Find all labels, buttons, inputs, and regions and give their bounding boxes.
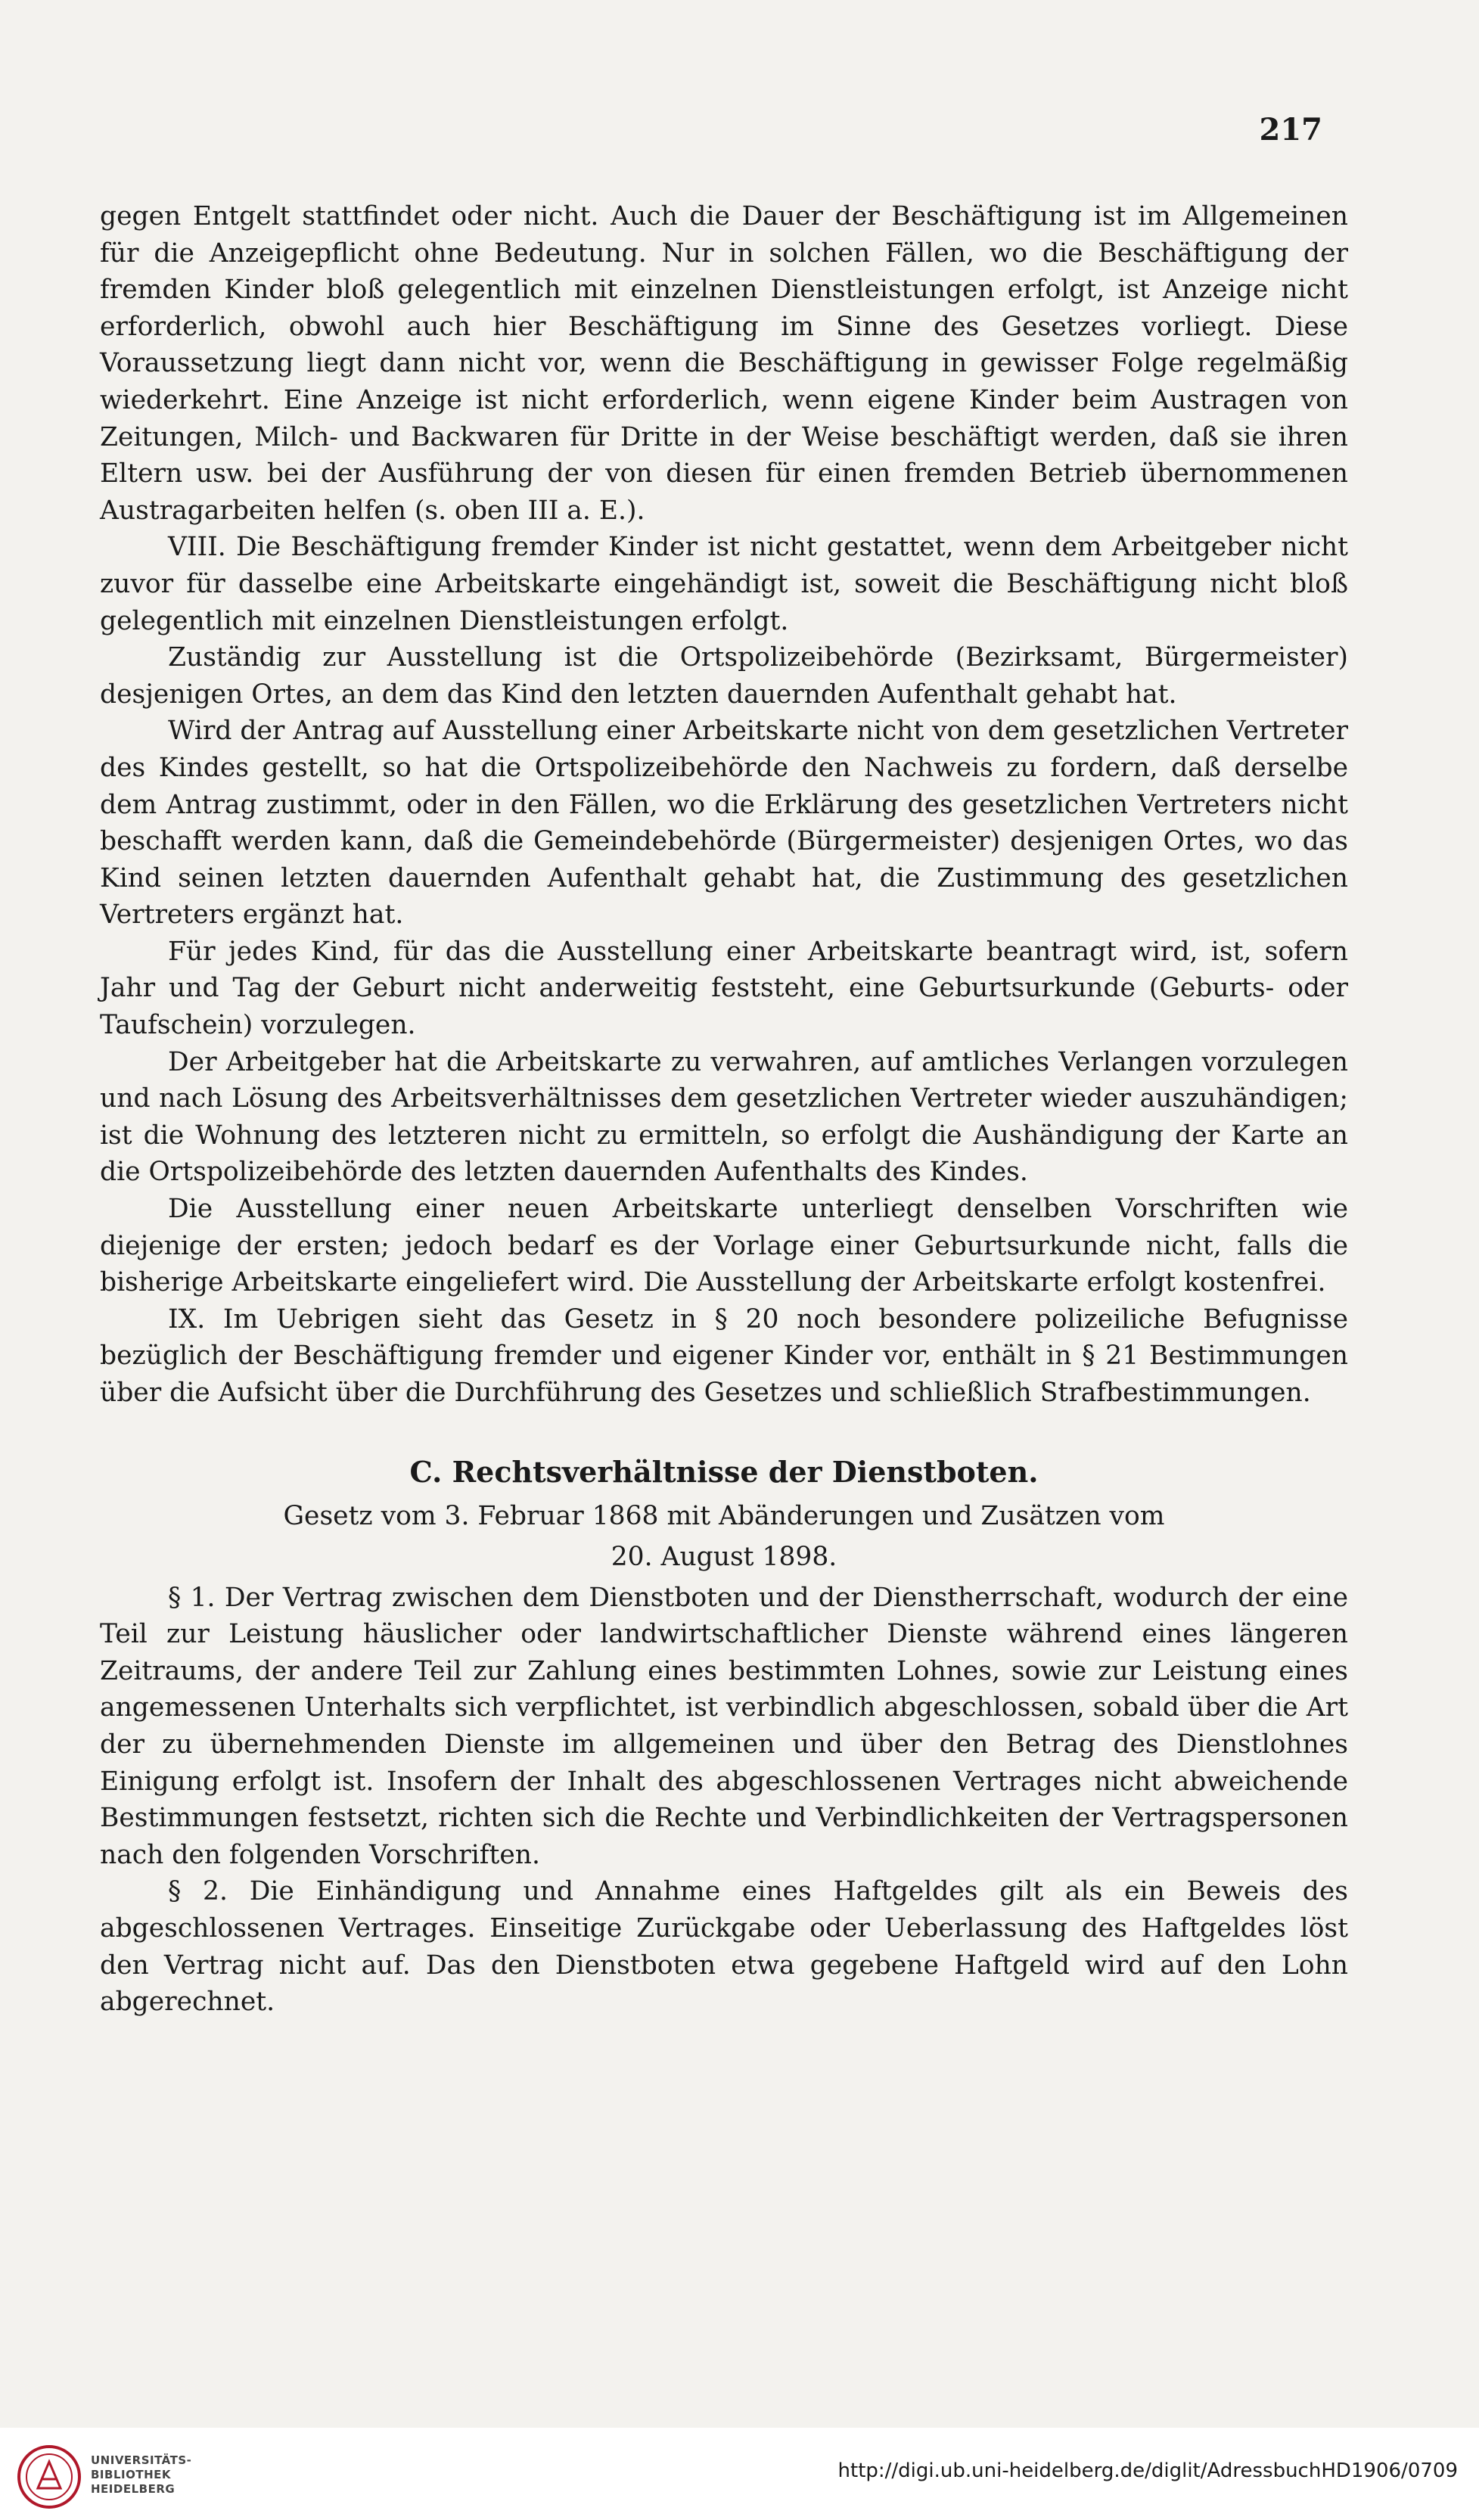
section-subtitle-line-1: Gesetz vom 3. Februar 1868 mit Abänderungen und Zusätzen vom [283,1500,1165,1531]
paragraph-neue-karte: Die Ausstellung einer neuen Arbeitskarte unterliegt denselben Vorschriften wie diejenige der ersten; jedoch bedarf es der Vorlage einer Geburtsurkunde nicht, falls die bisherige Arbeitskarte eingeliefert wird. Die Ausstellung der Arbeitskarte erfolgt kostenfrei. [100,1194,1348,1298]
library-name-line-1: UNIVERSITÄTS- [91,2453,192,2467]
paragraph-geburtsurkunde: Für jedes Kind, für das die Ausstellung einer Arbeitskarte beantragt wird, ist, sofern Jahr und Tag der Geburt nicht anderweitig feststeht, eine Geburtsurkunde (Geburts- oder Taufschein) vorzulegen. [100,936,1348,1041]
paragraph-arbeitgeber: Der Arbeitgeber hat die Arbeitskarte zu verwahren, auf amtliches Verlangen vorzulegen und nach Lösung des Arbeitsverhältnisses dem gesetzlichen Vertreter wieder auszuhändigen; ist die Wohnung des letzteren nicht zu ermitteln, so erfolgt die Aushändigung der Karte an die Ortspolizeibehörde des letzten dauernden Aufenthalts des Kindes. [100,1046,1348,1188]
source-url-link[interactable]: http://digi.ub.uni-heidelberg.de/diglit/AdressbuchHD1906/0709 [837,2459,1458,2482]
university-seal-icon [15,2443,83,2511]
paragraph-continued: gegen Entgelt stattfindet oder nicht. Auch die Dauer der Beschäftigung ist im Allgemeinen für die Anzeigepflicht ohne Bedeutung. Nur in solchen Fällen, wo die Beschäftigung der fremden Kinder bloß gelegentlich mit einzelnen Dienstleistungen erfolgt, ist Anzeige nicht erforderlich, obwohl auch hier Beschäftigung im Sinne des Gesetzes vorliegt. Diese Voraussetzung liegt dann nicht vor, wenn die Beschäftigung in gewisser Folge regelmäßig wiederkehrt. Eine Anzeige ist nicht erforderlich, wenn eigene Kinder beim Austragen von Zeitungen, Milch- und Backwaren für Dritte in der Weise beschäftigt werden, daß sie ihren Eltern usw. bei der Ausführung der von diesen für einen fremden Betrieb übernommenen Austragarbeiten helfen (s. oben III a. E.). [100,201,1348,526]
library-name-line-3: HEIDELBERG [91,2482,176,2496]
page-body [100,198,1348,2021]
paragraph-viii: VIII. Die Beschäftigung fremder Kinder ist nicht gestattet, wenn dem Arbeitgeber nicht zuvor für dasselbe eine Arbeitskarte eingehändigt ist, soweit die Beschäftigung nicht bloß gelegentlich mit einzelnen Dienstleistungen erfolgt. [100,532,1348,636]
paragraph-antrag: Wird der Antrag auf Ausstellung einer Arbeitskarte nicht von dem gesetzlichen Vertreter des Kindes gestellt, so hat die Ortspolizeibehörde den Nachweis zu fordern, daß derselbe dem Antrag zustimmt, oder in den Fällen, wo die Erklärung des gesetzlichen Vertreters nicht beschafft werden kann, daß die Gemeindebehörde (Bürgermeister) desjenigen Ortes, wo das Kind seinen letzten dauernden Aufenthalt gehabt hat, die Zustimmung des gesetzlichen Vertreters ergänzt hat. [100,716,1349,931]
section-heading: C. Rechtsverhältnisse der Dienstboten. [409,1454,1039,1489]
library-name-line-2: BIBLIOTHEK [91,2468,171,2481]
page-number: 217 [1259,112,1322,148]
paragraph-zustaendig: Zuständig zur Ausstellung ist die Ortspolizeibehörde (Bezirksamt, Bürgermeister) desjenigen Ortes, an dem das Kind den letzten dauernden Aufenthalt gehabt hat. [100,642,1348,710]
footer-bar [0,2428,1479,2520]
paragraph-ix: IX. Im Uebrigen sieht das Gesetz in § 20 noch besondere polizeiliche Befugnisse bezüglich der Beschäftigung fremder und eigener Kinder vor, enthält in § 21 Bestimmungen über die Aufsicht über die Durchführung des Gesetzes und schließlich Strafbestimmungen. [100,1304,1348,1408]
paragraph-section-2: § 2. Die Einhändigung und Annahme eines Haftgeldes gilt als ein Beweis des abgeschlossenen Vertrages. Einseitige Zurückgabe oder Ueberlassung des Haftgeldes löst den Vertrag nicht auf. Das den Dienstboten etwa gegebene Haftgeld wird auf den Lohn abgerechnet. [100,1876,1348,2018]
section-subtitle-line-2: 20. August 1898. [611,1541,837,1572]
library-name [91,2453,191,2497]
paragraph-section-1: § 1. Der Vertrag zwischen dem Dienstboten und der Dienstherrschaft, wodurch der eine Teil zur Leistung häuslicher oder landwirtschaftlicher Dienste während eines längeren Zeitraums, der andere Teil zur Zahlung eines bestimmten Lohnes, sowie zur Leistung eines angemessenen Unterhalts sich verpflichtet, ist verbindlich abgeschlossen, sobald über die Art der zu übernehmenden Dienste im allgemeinen und über den Betrag des Dienstlohnes Einigung erfolgt ist. Insofern der Inhalt des abgeschlossenen Vertrages nicht abweichende Bestimmungen festsetzt, richten sich die Rechte und Verbindlichkeiten der Vertragspersonen nach den folgenden Vorschriften. [100,1582,1348,1870]
